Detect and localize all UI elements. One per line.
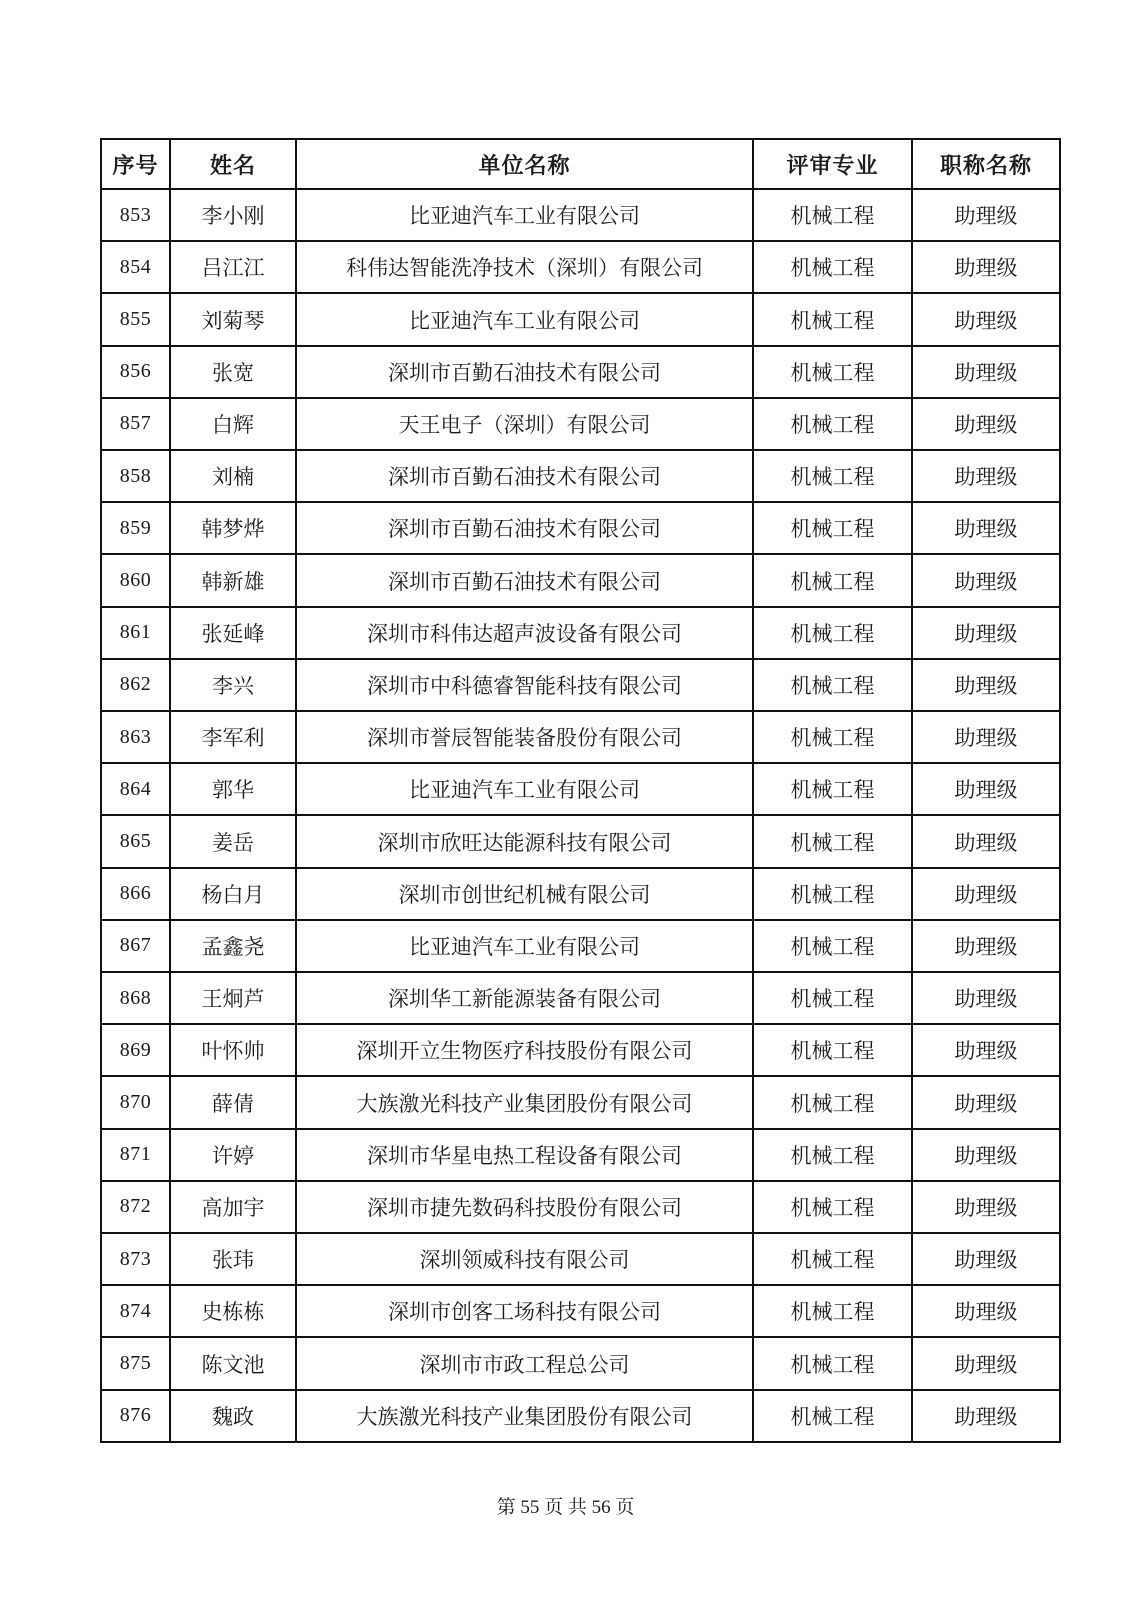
- cell-title: 助理级: [912, 1076, 1060, 1128]
- cell-specialty: 机械工程: [753, 554, 912, 606]
- cell-specialty: 机械工程: [753, 1233, 912, 1285]
- cell-company: 深圳市百勤石油技术有限公司: [296, 554, 753, 606]
- column-header-title: 职称名称: [912, 139, 1060, 189]
- cell-seq: 861: [101, 607, 170, 659]
- cell-seq: 868: [101, 972, 170, 1024]
- cell-specialty: 机械工程: [753, 293, 912, 345]
- cell-seq: 858: [101, 450, 170, 502]
- table-row: [101, 554, 1060, 606]
- cell-title: 助理级: [912, 1390, 1060, 1442]
- cell-name: 韩梦烨: [170, 502, 296, 554]
- cell-specialty: 机械工程: [753, 659, 912, 711]
- table-row: [101, 502, 1060, 554]
- cell-title: 助理级: [912, 1024, 1060, 1076]
- cell-specialty: 机械工程: [753, 241, 912, 293]
- cell-title: 助理级: [912, 241, 1060, 293]
- cell-specialty: 机械工程: [753, 450, 912, 502]
- cell-company: 比亚迪汽车工业有限公司: [296, 293, 753, 345]
- cell-title: 助理级: [912, 1285, 1060, 1337]
- cell-name: 史栋栋: [170, 1285, 296, 1337]
- cell-company: 深圳市捷先数码科技股份有限公司: [296, 1181, 753, 1233]
- table-row: [101, 868, 1060, 920]
- cell-company: 深圳市百勤石油技术有限公司: [296, 450, 753, 502]
- cell-title: 助理级: [912, 815, 1060, 867]
- table-row: [101, 1024, 1060, 1076]
- cell-company: 深圳市中科德睿智能科技有限公司: [296, 659, 753, 711]
- cell-company: 深圳市市政工程总公司: [296, 1337, 753, 1389]
- table-row: [101, 711, 1060, 763]
- cell-name: 李兴: [170, 659, 296, 711]
- table-row: [101, 293, 1060, 345]
- cell-company: 科伟达智能洗净技术（深圳）有限公司: [296, 241, 753, 293]
- cell-company: 天王电子（深圳）有限公司: [296, 398, 753, 450]
- cell-company: 深圳市欣旺达能源科技有限公司: [296, 815, 753, 867]
- table-row: [101, 346, 1060, 398]
- cell-title: 助理级: [912, 450, 1060, 502]
- cell-seq: 866: [101, 868, 170, 920]
- cell-name: 叶怀帅: [170, 1024, 296, 1076]
- cell-seq: 875: [101, 1337, 170, 1389]
- table-row: [101, 450, 1060, 502]
- cell-name: 薛倩: [170, 1076, 296, 1128]
- cell-title: 助理级: [912, 711, 1060, 763]
- table-row: [101, 1129, 1060, 1181]
- cell-name: 韩新雄: [170, 554, 296, 606]
- cell-seq: 853: [101, 189, 170, 241]
- cell-name: 张玮: [170, 1233, 296, 1285]
- cell-seq: 863: [101, 711, 170, 763]
- cell-name: 魏政: [170, 1390, 296, 1442]
- cell-specialty: 机械工程: [753, 868, 912, 920]
- cell-specialty: 机械工程: [753, 815, 912, 867]
- table-row: [101, 659, 1060, 711]
- column-header-company: 单位名称: [296, 139, 753, 189]
- table-row: [101, 241, 1060, 293]
- cell-company: 深圳开立生物医疗科技股份有限公司: [296, 1024, 753, 1076]
- cell-title: 助理级: [912, 972, 1060, 1024]
- table-row: [101, 815, 1060, 867]
- personnel-table: [100, 138, 1061, 1443]
- cell-seq: 859: [101, 502, 170, 554]
- table-row: [101, 972, 1060, 1024]
- cell-name: 白辉: [170, 398, 296, 450]
- cell-company: 深圳市科伟达超声波设备有限公司: [296, 607, 753, 659]
- column-header-seq: 序号: [101, 139, 170, 189]
- cell-title: 助理级: [912, 189, 1060, 241]
- cell-company: 深圳华工新能源装备有限公司: [296, 972, 753, 1024]
- cell-seq: 869: [101, 1024, 170, 1076]
- table-row: [101, 398, 1060, 450]
- cell-specialty: 机械工程: [753, 972, 912, 1024]
- cell-specialty: 机械工程: [753, 1076, 912, 1128]
- table-row: [101, 1390, 1060, 1442]
- cell-name: 高加宇: [170, 1181, 296, 1233]
- cell-seq: 870: [101, 1076, 170, 1128]
- cell-name: 李小刚: [170, 189, 296, 241]
- column-header-name: 姓名: [170, 139, 296, 189]
- cell-seq: 857: [101, 398, 170, 450]
- cell-company: 深圳市华星电热工程设备有限公司: [296, 1129, 753, 1181]
- cell-company: 比亚迪汽车工业有限公司: [296, 763, 753, 815]
- cell-name: 杨白月: [170, 868, 296, 920]
- cell-company: 比亚迪汽车工业有限公司: [296, 189, 753, 241]
- cell-specialty: 机械工程: [753, 763, 912, 815]
- cell-seq: 872: [101, 1181, 170, 1233]
- cell-seq: 860: [101, 554, 170, 606]
- cell-title: 助理级: [912, 868, 1060, 920]
- table-row: [101, 1285, 1060, 1337]
- page-footer: [0, 1492, 1131, 1519]
- page-indicator: 第 55 页 共 56 页: [496, 1497, 635, 1518]
- cell-specialty: 机械工程: [753, 398, 912, 450]
- cell-name: 李军利: [170, 711, 296, 763]
- cell-title: 助理级: [912, 1181, 1060, 1233]
- cell-title: 助理级: [912, 554, 1060, 606]
- table-row: [101, 1337, 1060, 1389]
- cell-name: 许婷: [170, 1129, 296, 1181]
- cell-title: 助理级: [912, 659, 1060, 711]
- cell-specialty: 机械工程: [753, 1024, 912, 1076]
- cell-specialty: 机械工程: [753, 1285, 912, 1337]
- table-row: [101, 763, 1060, 815]
- cell-name: 刘菊琴: [170, 293, 296, 345]
- table-row: [101, 1181, 1060, 1233]
- cell-company: 比亚迪汽车工业有限公司: [296, 920, 753, 972]
- cell-seq: 867: [101, 920, 170, 972]
- table-body: [101, 189, 1060, 1442]
- cell-title: 助理级: [912, 1337, 1060, 1389]
- cell-company: 大族激光科技产业集团股份有限公司: [296, 1076, 753, 1128]
- cell-specialty: 机械工程: [753, 346, 912, 398]
- cell-name: 姜岳: [170, 815, 296, 867]
- cell-company: 深圳领威科技有限公司: [296, 1233, 753, 1285]
- cell-seq: 874: [101, 1285, 170, 1337]
- cell-specialty: 机械工程: [753, 1129, 912, 1181]
- cell-specialty: 机械工程: [753, 1181, 912, 1233]
- cell-specialty: 机械工程: [753, 607, 912, 659]
- cell-seq: 854: [101, 241, 170, 293]
- cell-seq: 873: [101, 1233, 170, 1285]
- cell-specialty: 机械工程: [753, 502, 912, 554]
- cell-seq: 862: [101, 659, 170, 711]
- cell-title: 助理级: [912, 346, 1060, 398]
- cell-name: 吕江江: [170, 241, 296, 293]
- cell-title: 助理级: [912, 763, 1060, 815]
- cell-name: 陈文池: [170, 1337, 296, 1389]
- cell-seq: 855: [101, 293, 170, 345]
- cell-title: 助理级: [912, 1233, 1060, 1285]
- cell-company: 深圳市创世纪机械有限公司: [296, 868, 753, 920]
- cell-title: 助理级: [912, 293, 1060, 345]
- cell-seq: 865: [101, 815, 170, 867]
- table-header-row: [101, 139, 1060, 189]
- table-row: [101, 920, 1060, 972]
- cell-company: 深圳市百勤石油技术有限公司: [296, 502, 753, 554]
- cell-seq: 864: [101, 763, 170, 815]
- cell-company: 深圳市创客工场科技有限公司: [296, 1285, 753, 1337]
- cell-company: 大族激光科技产业集团股份有限公司: [296, 1390, 753, 1442]
- table-row: [101, 1233, 1060, 1285]
- cell-specialty: 机械工程: [753, 1390, 912, 1442]
- cell-specialty: 机械工程: [753, 920, 912, 972]
- cell-title: 助理级: [912, 502, 1060, 554]
- cell-name: 刘楠: [170, 450, 296, 502]
- cell-specialty: 机械工程: [753, 189, 912, 241]
- cell-title: 助理级: [912, 1129, 1060, 1181]
- table-row: [101, 1076, 1060, 1128]
- cell-specialty: 机械工程: [753, 1337, 912, 1389]
- cell-seq: 856: [101, 346, 170, 398]
- cell-name: 张延峰: [170, 607, 296, 659]
- cell-title: 助理级: [912, 920, 1060, 972]
- cell-company: 深圳市百勤石油技术有限公司: [296, 346, 753, 398]
- cell-company: 深圳市誉辰智能装备股份有限公司: [296, 711, 753, 763]
- cell-name: 郭华: [170, 763, 296, 815]
- cell-title: 助理级: [912, 607, 1060, 659]
- table-row: [101, 607, 1060, 659]
- cell-name: 张宽: [170, 346, 296, 398]
- cell-name: 孟鑫尧: [170, 920, 296, 972]
- column-header-specialty: 评审专业: [753, 139, 912, 189]
- cell-specialty: 机械工程: [753, 711, 912, 763]
- cell-title: 助理级: [912, 398, 1060, 450]
- cell-seq: 871: [101, 1129, 170, 1181]
- cell-name: 王炯芦: [170, 972, 296, 1024]
- cell-seq: 876: [101, 1390, 170, 1442]
- table-row: [101, 189, 1060, 241]
